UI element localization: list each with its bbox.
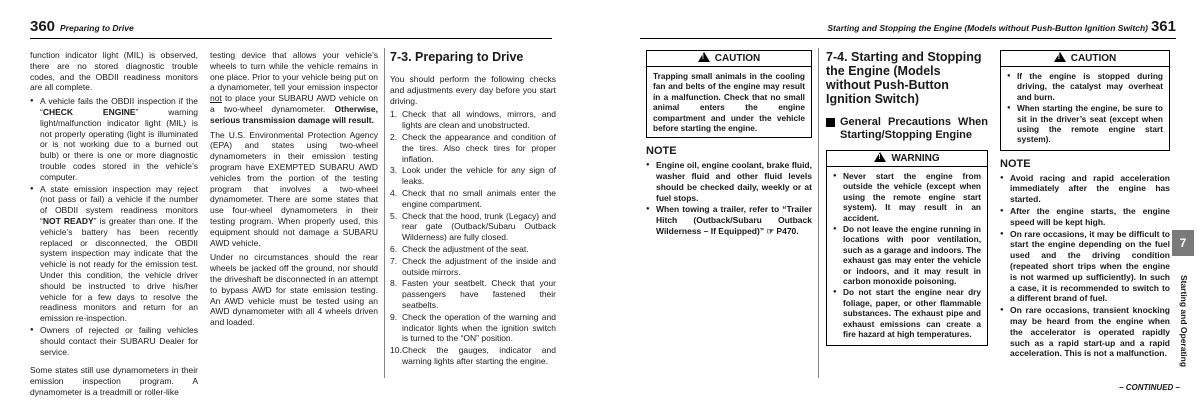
checklist-item: 10. Check the gauges, indicator and warning lights after starting the engine. xyxy=(390,345,556,366)
caution-box xyxy=(1000,50,1170,151)
column-4 xyxy=(646,50,812,238)
left-page xyxy=(0,0,560,402)
paragraph: The U.S. Environmental Protection Agency (EPA) and states using two-wheel dynamometers in their emission testing program have EXEMPTED SUBARU AWD vehicles from the portion of the testing program that involves a two-wheel dynamometer. There are some states that use four-wheel dynamometers in their testing program. When properly used, this equipment should not damage a SUBARU AWD vehicle. xyxy=(210,129,378,248)
caution-list xyxy=(1001,67,1169,150)
checklist-item: 5. Check that the hood, trunk (Legacy) and rear gate (Outback/Subaru Outback Wilderness) are fully closed. xyxy=(390,210,556,243)
chapter-label: Starting and Operating xyxy=(1179,274,1189,368)
paragraph: Some states still use dynamometers in their emission inspection program. A dynamometer is a treadmill or roller-like xyxy=(30,365,198,397)
warning-list xyxy=(827,167,987,345)
checklist-item: 8. Fasten your seatbelt. Check that your passengers have fastened their seatbelts. xyxy=(390,278,556,310)
column-divider xyxy=(384,48,385,378)
note-item: ● When towing a trailer, refer to “Trailer Hitch (Outback/Subaru Outback Wilderness – If Equipped)” ☞ P470. xyxy=(646,204,812,236)
section-title: 7-4. Starting and Stopping the Engine (Models without Push-Button Ignition Switch) xyxy=(826,50,982,106)
paragraph: function indicator light (MIL) is observed, there are no stored diagnostic trouble codes, and the OBDII readiness monitors are all complete. xyxy=(30,50,198,93)
checklist-item: 3. Look under the vehicle for any sign of leaks. xyxy=(390,165,556,187)
bullet-item: ● A state emission inspection may reject (not pass or fail) a vehicle if the number of OBDII system readiness monitors “NOT READY” is greater than one. If the vehicle’s battery has been recently replaced or disconnected, the OBDII system inspection may indicate that the vehicle is not ready for the emission test. Under this condition, the vehicle driver should be instructed to drive his/her vehicle for a few days to resolve the readiness monitors and return for an emission re-inspection. xyxy=(30,184,198,324)
bullet-item: ● After the engine starts, the engine speed will be kept high. xyxy=(1000,206,1170,228)
note-heading: NOTE xyxy=(1000,157,1031,170)
page-gutter xyxy=(560,0,640,402)
column-6 xyxy=(1000,50,1170,360)
bullet-item: ● Do not start the engine near dry foliage, paper, or other flammable substances. The exhaust pipe and exhaust emissions can create a fire hazard at high temperatures. xyxy=(833,287,981,339)
continued-label: – CONTINUED – xyxy=(1119,383,1180,392)
section-title: 7-3. Preparing to Drive xyxy=(390,50,524,64)
paragraph: testing device that allows your vehicle’s wheels to turn while the vehicle remains in one place. Prior to your vehicle being put on a dynamometer, tell your emission inspector not to place your SUBARU AWD vehicle on a two-wheel dynamometer. Otherwise, serious transmission damage will result. xyxy=(210,50,378,125)
subsection-title: General Precautions When Starting/Stopping Engine xyxy=(826,116,988,142)
column-1 xyxy=(30,50,198,401)
checklist-item: 2. Check the appearance and condition of the tires. Also check tires for proper inflation. xyxy=(390,131,556,164)
bullet-item: ● Do not leave the engine running in locations with poor ventilation, such as a garage and indoors. The exhaust gas may enter the vehicle or indoors, and it may result in carbon monoxide poisoning. xyxy=(833,224,981,286)
header-rule xyxy=(640,38,1176,39)
warning-box xyxy=(826,150,988,346)
right-page xyxy=(640,0,1200,402)
column-divider xyxy=(818,48,819,378)
warning-triangle-icon xyxy=(1054,52,1066,62)
checklist-item: 7. Check the adjustment of the inside and outside mirrors. xyxy=(390,255,556,277)
paragraph: You should perform the following checks and adjustments every day before you start driving. xyxy=(390,74,556,106)
bullet-item: ● A vehicle fails the OBDII inspection if the “CHECK ENGINE” warning light/malfunction indicator light (MIL) is not properly operating (light is illuminated or is not working due to a burned out bulb) or there is one or more diagnostic trouble codes stored in the vehicle’s computer. xyxy=(30,96,198,182)
running-title: Preparing to Drive xyxy=(60,23,134,33)
note-list xyxy=(1000,173,1170,360)
bullet-item: ● Never start the engine from outside the vehicle (except when using the remote engine start system). It may result in an accident. xyxy=(833,171,981,223)
bullet-item: ● On rare occasions, transient knocking may be heard from the engine when the accelerator is operated rapidly such as a rapid start-up and a rapid acceleration. This is not a malfunction. xyxy=(1000,305,1170,359)
column-3 xyxy=(390,50,556,368)
warning-header: !WARNING xyxy=(827,151,987,167)
page-number: 360 xyxy=(30,18,56,35)
page-number: 361 xyxy=(1150,18,1176,35)
caution-header: !CAUTION xyxy=(647,51,811,67)
paragraph: Under no circumstances should the rear wheels be jacked off the ground, nor should the driveshaft be disconnected in an attempt to bypass AWD for state emission testing. An AWD vehicle must be tested using an AWD dynamometer with all 4 wheels driven and loaded. xyxy=(210,252,378,328)
bullet-item: ● Avoid racing and rapid acceleration immediately after the engine has started. xyxy=(1000,173,1170,205)
right-header xyxy=(640,18,1200,36)
warning-triangle-icon xyxy=(698,52,710,62)
checklist-item: 4. Check that no small animals enter the engine compartment. xyxy=(390,187,556,209)
caution-header: !CAUTION xyxy=(1001,51,1169,67)
bullet-item: ● If the engine is stopped during driving, the catalyst may overheat and burn. xyxy=(1007,71,1163,102)
checklist-item: 9. Check the operation of the warning and indicator lights when the ignition switch is turned to the “ON” position. xyxy=(390,311,556,344)
chapter-tab: 7 xyxy=(1172,230,1194,256)
caution-text: Trapping small animals in the cooling fan and belts of the engine may result in a malfunction. Check that no small animal enters the engine compartment and under the vehicle before starting the engine. xyxy=(653,71,805,134)
checklist-item: 1. Check that all windows, mirrors, and lights are clean and unobstructed. xyxy=(390,109,556,131)
column-5 xyxy=(826,50,988,346)
note-item: ● Engine oil, engine coolant, brake fluid, washer fluid and other fluid levels should be checked daily, weekly or at fuel stops. xyxy=(646,160,812,203)
column-2 xyxy=(210,50,378,331)
caution-box xyxy=(646,50,812,138)
bullet-item: ● When starting the engine, be sure to sit in the driver’s seat (except when using the remote engine start system). xyxy=(1007,103,1163,145)
checklist xyxy=(390,109,556,366)
bullet-item: ● On rare occasions, it may be difficult to start the engine depending on the fuel used and the driving condition (repeated short trips when the engine is not warmed up sufficiently). In such a case, it is recommended to switch to a different brand of fuel. xyxy=(1000,229,1170,305)
warning-triangle-icon xyxy=(874,152,886,162)
note-heading: NOTE xyxy=(646,145,677,158)
bullet-item: ● Owners of rejected or failing vehicles should contact their SUBARU Dealer for service. xyxy=(30,325,198,357)
checklist-item: 6. Check the adjustment of the seat. xyxy=(390,243,529,254)
running-title: Starting and Stopping the Engine (Models without Push-Button Ignition Switch) xyxy=(827,23,1148,33)
header-rule xyxy=(30,38,552,39)
left-header xyxy=(0,18,560,36)
